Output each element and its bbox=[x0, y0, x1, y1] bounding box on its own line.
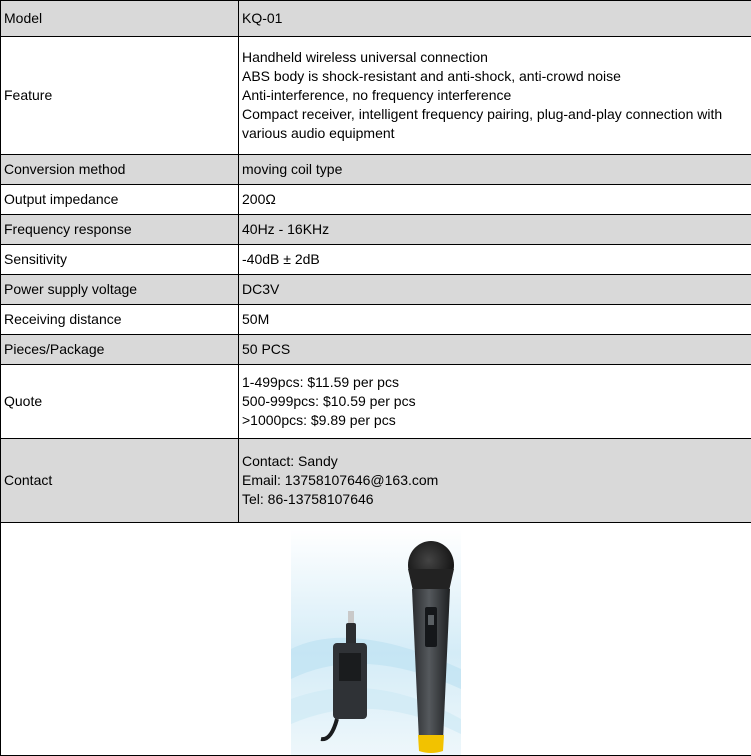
spec-row bbox=[1, 275, 751, 305]
spec-value-line: -40dB ± 2dB bbox=[242, 250, 751, 269]
wireless-microphone-photo bbox=[291, 529, 461, 755]
spec-value-line: ABS body is shock-resistant and anti-shock, anti-crowd noise bbox=[242, 67, 751, 86]
spec-value-line: Compact receiver, intelligent frequency pairing, plug-and-play connection with bbox=[242, 105, 751, 124]
spec-key: Model bbox=[1, 1, 239, 37]
spec-value-line: KQ-01 bbox=[242, 9, 751, 28]
spec-value-line: 1-499pcs: $11.59 per pcs bbox=[242, 373, 751, 392]
spec-value bbox=[239, 335, 751, 365]
spec-value bbox=[239, 155, 751, 185]
spec-row bbox=[1, 215, 751, 245]
spec-value bbox=[239, 365, 751, 439]
spec-row bbox=[1, 335, 751, 365]
spec-value bbox=[239, 439, 751, 523]
spec-key: Sensitivity bbox=[1, 245, 239, 275]
spec-value bbox=[239, 37, 751, 155]
spec-row bbox=[1, 1, 751, 37]
spec-value bbox=[239, 305, 751, 335]
spec-key: Receiving distance bbox=[1, 305, 239, 335]
spec-row bbox=[1, 185, 751, 215]
spec-key: Output impedance bbox=[1, 185, 239, 215]
spec-value-line: moving coil type bbox=[242, 160, 751, 179]
spec-value-line: DC3V bbox=[242, 280, 751, 299]
spec-row bbox=[1, 365, 751, 439]
spec-value bbox=[239, 185, 751, 215]
spec-value bbox=[239, 215, 751, 245]
spec-row bbox=[1, 37, 751, 155]
spec-key: Quote bbox=[1, 365, 239, 439]
spec-value-line: Contact: Sandy bbox=[242, 452, 751, 471]
spec-value-line: Anti-interference, no frequency interference bbox=[242, 86, 751, 105]
spec-row bbox=[1, 439, 751, 523]
spec-value-line: Tel: 86-13758107646 bbox=[242, 490, 751, 509]
spec-value-line: various audio equipment bbox=[242, 124, 751, 143]
spec-row bbox=[1, 155, 751, 185]
spec-key: Conversion method bbox=[1, 155, 239, 185]
spec-key: Pieces/Package bbox=[1, 335, 239, 365]
spec-value-line: Handheld wireless universal connection bbox=[242, 48, 751, 67]
spec-value-line: Email: 13758107646@163.com bbox=[242, 471, 751, 490]
spec-row bbox=[1, 305, 751, 335]
spec-value-line: 40Hz - 16KHz bbox=[242, 220, 751, 239]
spec-value-line: >1000pcs: $9.89 per pcs bbox=[242, 411, 751, 430]
spec-value bbox=[239, 275, 751, 305]
spec-value bbox=[239, 1, 751, 37]
spec-key: Power supply voltage bbox=[1, 275, 239, 305]
spec-key: Frequency response bbox=[1, 215, 239, 245]
spec-value-line: 50M bbox=[242, 310, 751, 329]
product-photo-cell bbox=[1, 523, 751, 756]
spec-value-line: 50 PCS bbox=[242, 340, 751, 359]
spec-value-line: 500-999pcs: $10.59 per pcs bbox=[242, 392, 751, 411]
spec-value bbox=[239, 245, 751, 275]
spec-key: Feature bbox=[1, 37, 239, 155]
spec-row bbox=[1, 245, 751, 275]
spec-key: Contact bbox=[1, 439, 239, 523]
spec-value-line: 200Ω bbox=[242, 190, 751, 209]
